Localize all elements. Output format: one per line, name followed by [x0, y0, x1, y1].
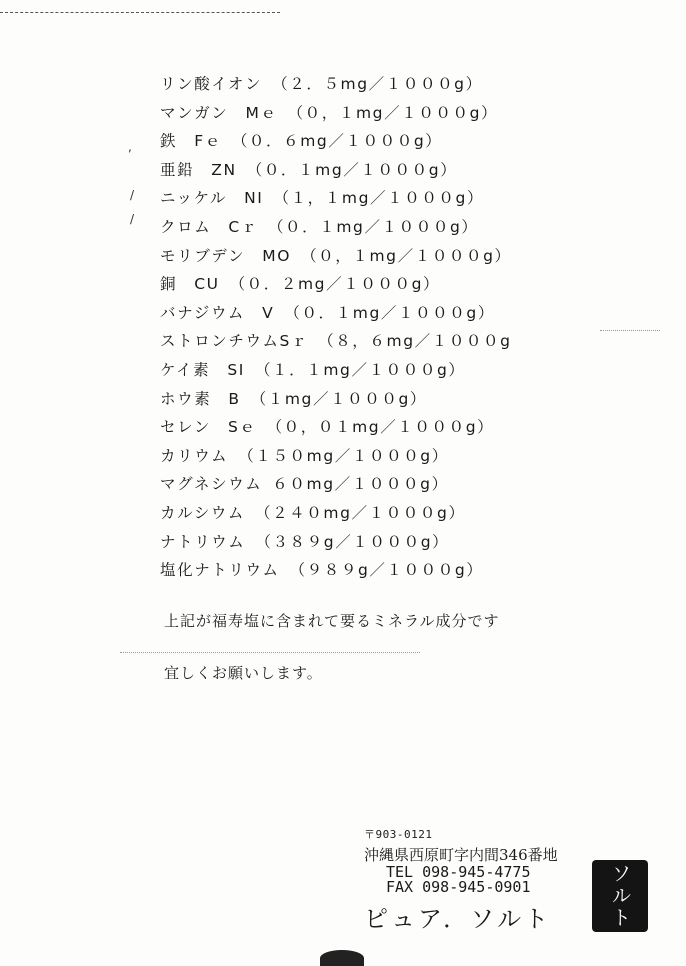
mineral-name: リン酸イオン: [160, 75, 263, 93]
mineral-row: [160, 184, 512, 213]
mineral-row: [160, 385, 512, 414]
company-seal: ソルト: [592, 860, 648, 932]
mineral-name: マンガン Mｅ: [160, 103, 278, 122]
scan-smudge: [120, 652, 420, 653]
mineral-list: [160, 70, 512, 585]
sender-address: 沖縄県西原町字内間346番地: [364, 846, 558, 864]
mineral-row: [160, 356, 512, 385]
mineral-row: [160, 528, 512, 557]
mineral-row: [160, 299, 512, 328]
mineral-note: 上記が福寿塩に含まれて要るミネラル成分です: [164, 612, 500, 630]
mineral-amount: （９８９g／１０００g）: [289, 561, 484, 580]
mineral-name: クロム Cｒ: [160, 217, 258, 236]
mineral-row: [160, 327, 512, 356]
mineral-row: [160, 156, 512, 185]
mineral-row: [160, 556, 512, 585]
mineral-amount: （０．１mg／１０００g）: [246, 160, 458, 179]
mineral-amount: （８，６mg／１０００g: [318, 332, 512, 351]
fax-header-line: [0, 12, 280, 13]
mineral-amount: （０．１mg／１０００g）: [284, 303, 495, 322]
mineral-amount: （２．５mg／１０００g）: [272, 75, 483, 93]
stray-mark: /: [130, 188, 135, 202]
sender-tel: TEL 098-945-4775: [386, 863, 531, 881]
mineral-amount: （０．２mg／１０００g）: [229, 275, 441, 294]
mineral-amount: （０．１mg／１０００g）: [267, 217, 479, 236]
company-name: ピュア．ソルト: [364, 905, 552, 933]
postal-code: 〒903-0121: [364, 828, 433, 841]
mineral-amount: （１mg／１０００g）: [250, 389, 428, 408]
mineral-name: バナジウム V: [160, 303, 275, 322]
mineral-name: ホウ素 B: [160, 389, 241, 408]
mineral-amount: （２４０mg／１０００g）: [254, 503, 466, 522]
mineral-amount: （０．６mg／１０００g）: [231, 132, 443, 151]
mineral-name: 亜鉛 ZN: [160, 160, 237, 179]
mineral-name: 鉄 Fｅ: [160, 132, 222, 151]
mineral-amount: （１．１mg／１０００g）: [254, 360, 466, 379]
mineral-name: ニッケル NI: [160, 189, 264, 208]
mineral-amount: （１５０mg／１０００g）: [238, 446, 449, 465]
mineral-amount: （１，１mg／１０００g）: [273, 189, 485, 208]
mineral-name: セレン Sｅ: [160, 418, 257, 437]
mineral-name: モリブデン MO: [160, 246, 292, 265]
sender-fax: FAX 098-945-0901: [386, 878, 531, 896]
mineral-amount: （０，１mg／１０００g）: [301, 246, 512, 265]
mineral-row: [160, 127, 512, 156]
mineral-name: マグネシウム: [160, 475, 263, 494]
mineral-name: 銅 CU: [160, 275, 220, 294]
mineral-name: カルシウム: [160, 503, 245, 522]
mineral-row: [160, 499, 512, 528]
stray-mark: ,: [128, 140, 132, 154]
mineral-name: ナトリウム: [160, 532, 246, 551]
stray-mark: /: [130, 212, 135, 226]
mineral-row: [160, 213, 512, 242]
mineral-row: [160, 99, 512, 128]
scan-blot: [320, 950, 364, 966]
mineral-amount: （３８９g／１０００g）: [255, 532, 450, 551]
closing-greeting: 宜しくお願いします。: [164, 664, 323, 682]
mineral-row: [160, 470, 512, 499]
mineral-row: [160, 413, 512, 442]
mineral-amount: （０，１mg／１０００g）: [287, 103, 499, 122]
mineral-name: ケイ素 SI: [160, 360, 245, 379]
mineral-row: [160, 70, 512, 99]
mineral-row: [160, 242, 512, 271]
mineral-name: ストロンチウムSｒ: [160, 332, 309, 351]
mineral-amount: ６０mg／１０００g）: [272, 475, 449, 494]
mineral-amount: （０，０１mg／１０００g）: [266, 418, 495, 437]
mineral-name: 塩化ナトリウム: [160, 561, 280, 580]
mineral-row: [160, 442, 512, 471]
scan-smudge: [600, 330, 660, 331]
mineral-name: カリウム: [160, 446, 229, 465]
mineral-row: [160, 270, 512, 299]
